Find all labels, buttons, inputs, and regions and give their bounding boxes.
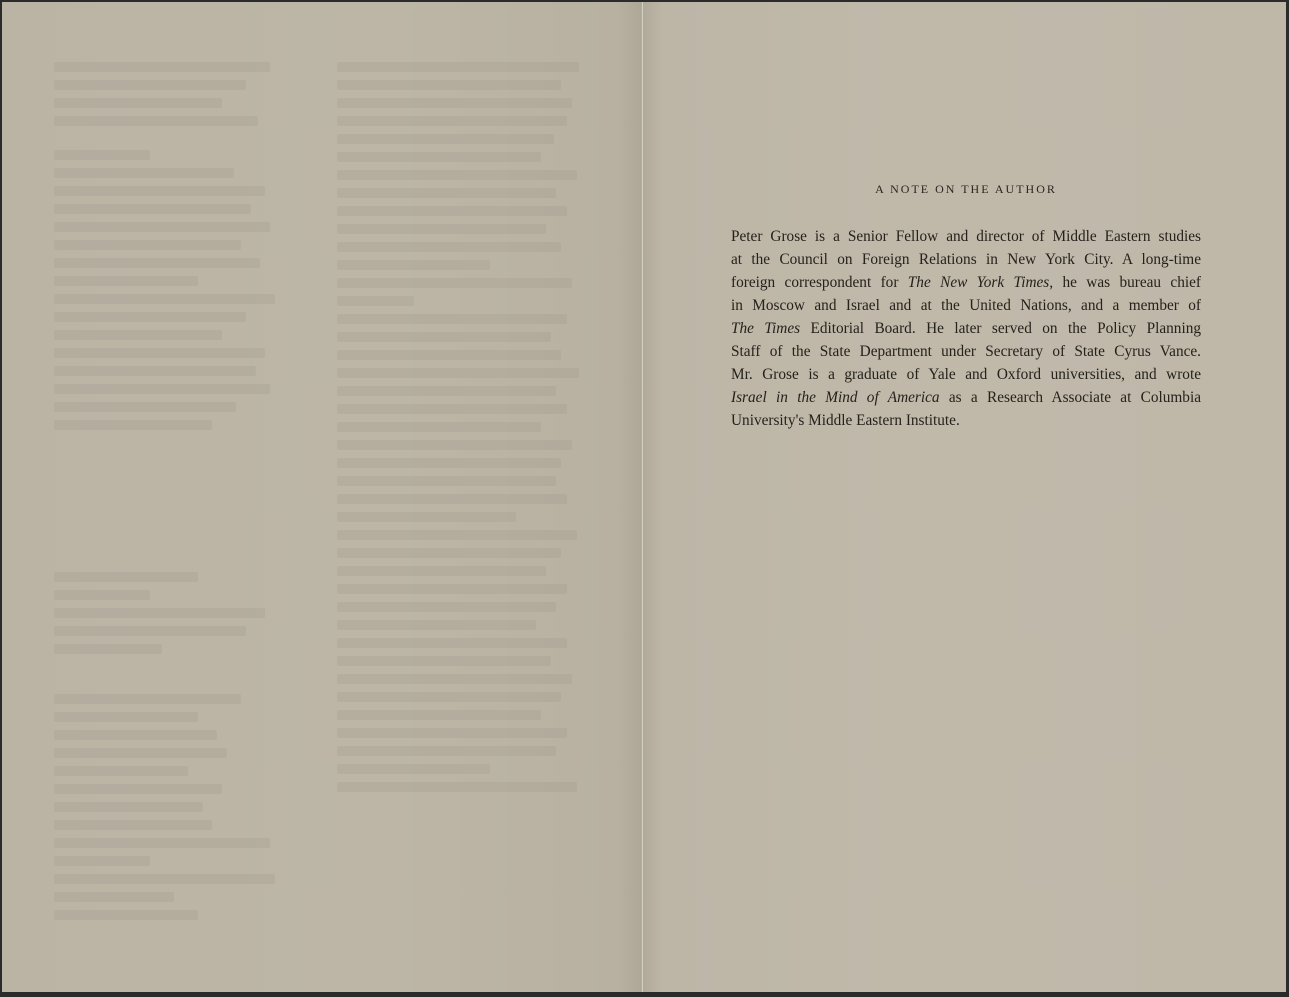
- paragraph-line: [731, 294, 1201, 317]
- right-page: [643, 2, 1286, 992]
- paragraph-line: [731, 340, 1201, 363]
- text-run: University's Middle Eastern Institute.: [731, 412, 960, 429]
- italic-title: Israel in the Mind of America: [731, 389, 940, 406]
- text-run: as a Research Associate at Columbia: [939, 389, 1201, 406]
- text-run: in Moscow and Israel and at the United Nations, and a member of: [731, 297, 1201, 314]
- paragraph-line: [731, 386, 1201, 409]
- section-heading: A NOTE ON THE AUTHOR: [875, 182, 1057, 196]
- paragraph-line: [731, 225, 1201, 248]
- paragraph-line: [731, 409, 1201, 432]
- show-through-column-lower: [54, 572, 294, 928]
- italic-title: The New York Times,: [907, 274, 1054, 291]
- paragraph-line: [731, 363, 1201, 386]
- left-page: [2, 2, 642, 992]
- text-run: at the Council on Foreign Relations in New York City. A long-time: [731, 251, 1201, 268]
- text-run: he was bureau chief: [1053, 274, 1202, 291]
- text-run: Peter Grose is a Senior Fellow and director of Middle Eastern studies: [731, 228, 1201, 245]
- text-run: Staff of the State Department under Secretary of State Cyrus Vance.: [731, 343, 1201, 360]
- paragraph-line: [731, 317, 1201, 340]
- paragraph-line: [731, 271, 1201, 294]
- show-through-column-right: [337, 62, 592, 800]
- author-note-paragraph: [731, 225, 1201, 432]
- show-through-column-left: [54, 62, 294, 438]
- paragraph-line: [731, 248, 1201, 271]
- italic-title: The Times: [731, 320, 801, 337]
- text-run: Editorial Board. He later served on the Policy Planning: [800, 320, 1201, 337]
- text-run: Mr. Grose is a graduate of Yale and Oxford universities, and wrote: [731, 366, 1201, 383]
- text-run: foreign correspondent for: [731, 274, 908, 291]
